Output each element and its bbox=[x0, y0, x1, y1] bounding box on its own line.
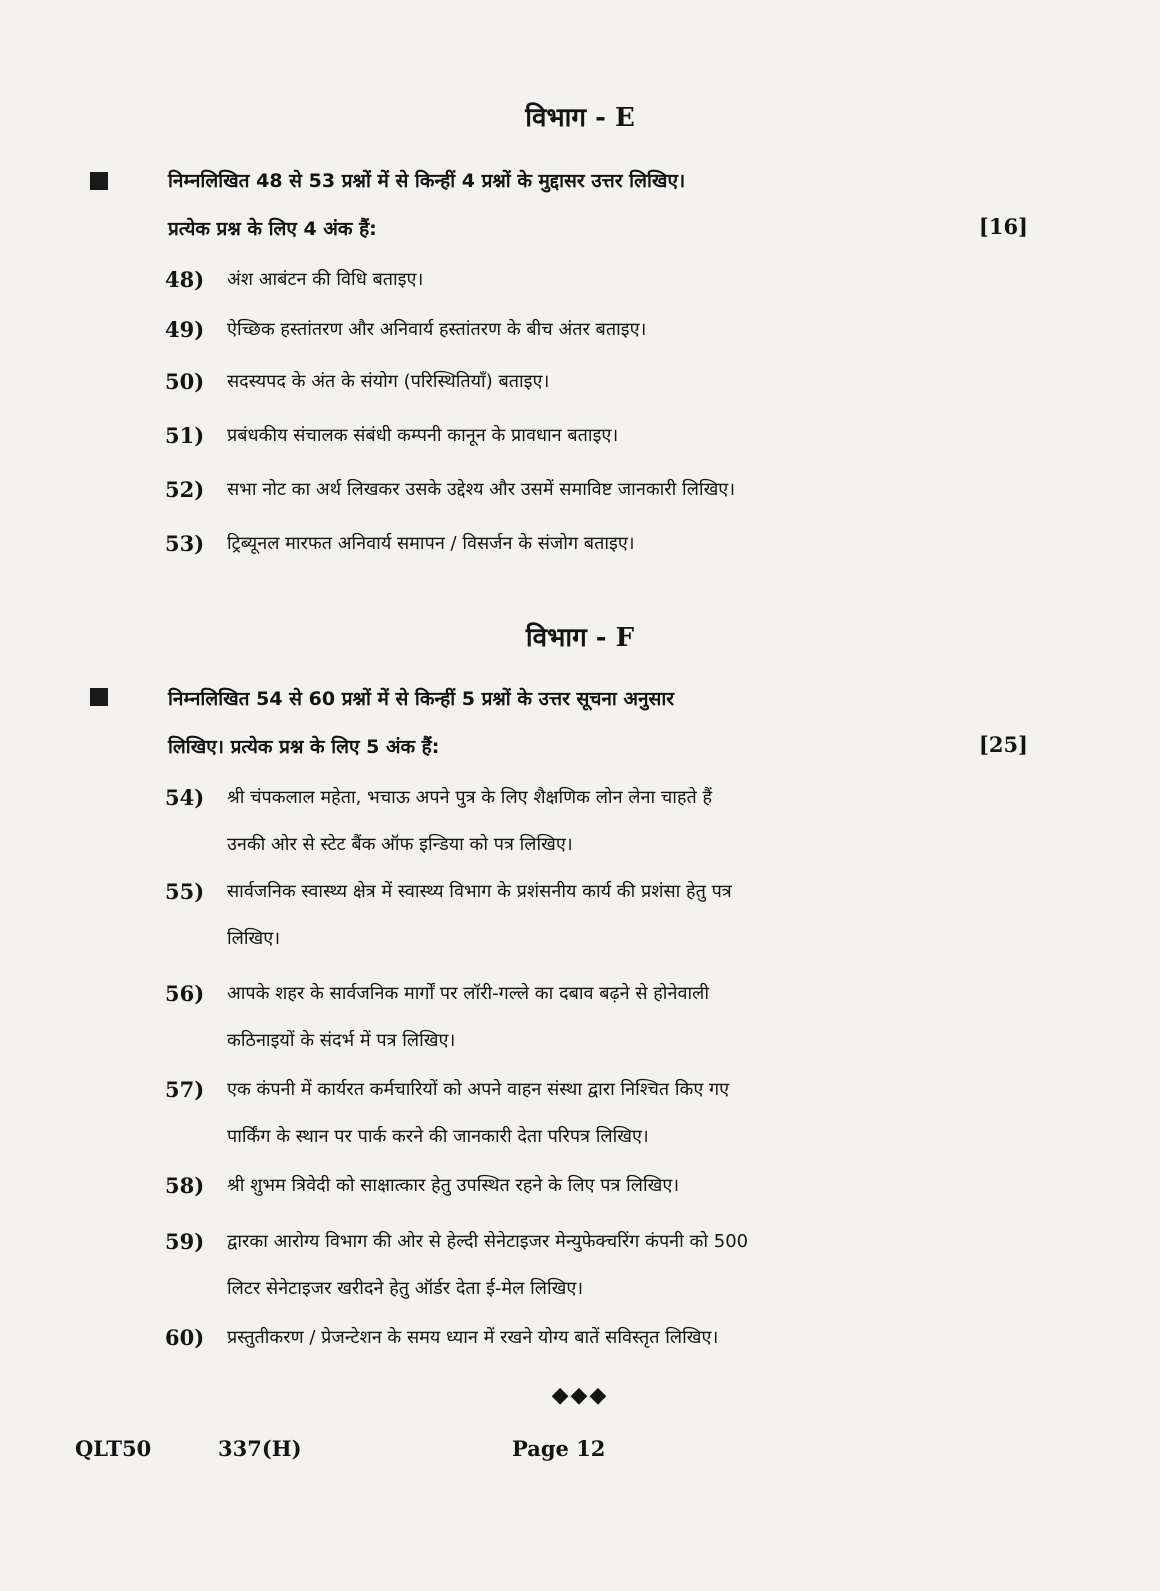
question-53 bbox=[165, 520, 925, 567]
question-number: 55) bbox=[165, 879, 205, 904]
question-number: 56) bbox=[165, 981, 205, 1006]
question-text: सभा नोट का अर्थ लिखकर उसके उद्देश्य और उसमें समाविष्ट जानकारी लिखिए। bbox=[227, 479, 736, 500]
question-48 bbox=[165, 256, 925, 303]
question-text-line1: श्री चंपकलाल महेता, भचाऊ अपने पुत्र के लिए शैक्षणिक लोन लेना चाहते हैं bbox=[227, 787, 713, 808]
question-57 bbox=[165, 1066, 925, 1160]
question-58 bbox=[165, 1162, 925, 1209]
question-text-line1: एक कंपनी में कार्यरत कर्मचारियों को अपने वाहन संस्था द्वारा निश्चित किए गए bbox=[227, 1079, 730, 1100]
question-49 bbox=[165, 306, 925, 353]
question-text-line2: पार्किंग के स्थान पर पार्क करने की जानकारी देता परिपत्र लिखिए। bbox=[227, 1126, 649, 1147]
question-text-line2: कठिनाइयों के संदर्भ में पत्र लिखिए। bbox=[227, 1030, 456, 1051]
question-text: ट्रिब्यूनल मारफत अनिवार्य समापन / विसर्जन के संजोग बताइए। bbox=[227, 533, 635, 554]
question-51 bbox=[165, 412, 925, 459]
section-f-instruction-line2: लिखिए। प्रत्येक प्रश्न के लिए 5 अंक हैं: bbox=[168, 736, 440, 758]
question-number: 50) bbox=[165, 369, 205, 394]
question-text bbox=[227, 1314, 925, 1361]
question-text: प्रबंधकीय संचालक संबंधी कम्पनी कानून के प्रावधान बताइए। bbox=[227, 425, 619, 446]
question-number: 52) bbox=[165, 477, 205, 502]
section-f-heading: विभाग - F bbox=[525, 623, 635, 653]
question-number: 48) bbox=[165, 267, 205, 292]
section-f-bullet bbox=[90, 688, 108, 706]
question-text-line1: प्रस्तुतीकरण / प्रेजन्टेशन के समय ध्यान में रखने योग्य बातें सविस्तृत लिखिए। bbox=[227, 1327, 719, 1348]
question-text bbox=[227, 1218, 925, 1312]
question-55 bbox=[165, 868, 925, 962]
question-number: 51) bbox=[165, 423, 205, 448]
question-text: सदस्यपद के अंत के संयोग (परिस्थितियाँ) बताइए। bbox=[227, 371, 550, 392]
question-number: 57) bbox=[165, 1077, 205, 1102]
footer-code: QLT50 bbox=[75, 1436, 152, 1461]
section-e-instruction bbox=[168, 157, 928, 253]
question-text-line2: उनकी ओर से स्टेट बैंक ऑफ इन्डिया को पत्र लिखिए। bbox=[227, 834, 573, 855]
section-e-marks: [16] bbox=[978, 214, 1028, 239]
footer-paper: 337(H) bbox=[218, 1436, 302, 1461]
question-number: 54) bbox=[165, 785, 205, 810]
question-text-line1: आपके शहर के सार्वजनिक मार्गों पर लॉरी-गल्ले का दबाव बढ़ने से होनेवाली bbox=[227, 983, 709, 1004]
question-60 bbox=[165, 1314, 925, 1361]
section-f-instruction bbox=[168, 675, 928, 771]
question-56 bbox=[165, 970, 925, 1064]
question-number: 59) bbox=[165, 1229, 205, 1254]
question-text-line2: लिखिए। bbox=[227, 928, 281, 949]
question-text bbox=[227, 774, 925, 868]
question-text bbox=[227, 868, 925, 962]
question-text-line1: द्वारका आरोग्य विभाग की ओर से हेल्दी सेनेटाइजर मेन्युफेक्चरिंग कंपनी को 500 bbox=[227, 1231, 749, 1252]
section-f-marks: [25] bbox=[978, 732, 1028, 757]
footer-page-number: Page 12 bbox=[512, 1436, 606, 1461]
section-e-instruction-line1: निम्नलिखित 48 से 53 प्रश्नों में से किन्हीं 4 प्रश्नों के मुद्दासर उत्तर लिखिए। bbox=[168, 170, 686, 192]
question-50 bbox=[165, 358, 925, 405]
question-text: अंश आबंटन की विधि बताइए। bbox=[227, 269, 424, 290]
question-text-line2: लिटर सेनेटाइजर खरीदने हेतु ऑर्डर देता ई-मेल लिखिए। bbox=[227, 1278, 584, 1299]
section-e-instruction-line2: प्रत्येक प्रश्न के लिए 4 अंक हैं: bbox=[168, 218, 377, 240]
question-number: 49) bbox=[165, 317, 205, 342]
section-e-bullet bbox=[90, 172, 108, 190]
question-text-line1: श्री शुभम त्रिवेदी को साक्षात्कार हेतु उपस्थित रहने के लिए पत्र लिखिए। bbox=[227, 1175, 680, 1196]
question-text-line1: सार्वजनिक स्वास्थ्य क्षेत्र में स्वास्थ्य विभाग के प्रशंसनीय कार्य की प्रशंसा हेतु पत्र bbox=[227, 881, 732, 902]
end-of-paper-mark: ◆◆◆ bbox=[551, 1383, 609, 1408]
question-number: 58) bbox=[165, 1173, 205, 1198]
section-f-instruction-line1: निम्नलिखित 54 से 60 प्रश्नों में से किन्हीं 5 प्रश्नों के उत्तर सूचना अनुसार bbox=[168, 688, 675, 710]
section-e-heading: विभाग - E bbox=[525, 103, 635, 133]
question-text bbox=[227, 1162, 925, 1209]
question-text: ऐच्छिक हस्तांतरण और अनिवार्य हस्तांतरण के बीच अंतर बताइए। bbox=[227, 319, 647, 340]
question-number: 53) bbox=[165, 531, 205, 556]
question-text bbox=[227, 1066, 925, 1160]
question-59 bbox=[165, 1218, 925, 1312]
question-number: 60) bbox=[165, 1325, 205, 1350]
question-54 bbox=[165, 774, 925, 868]
question-text bbox=[227, 970, 925, 1064]
question-52 bbox=[165, 466, 925, 513]
